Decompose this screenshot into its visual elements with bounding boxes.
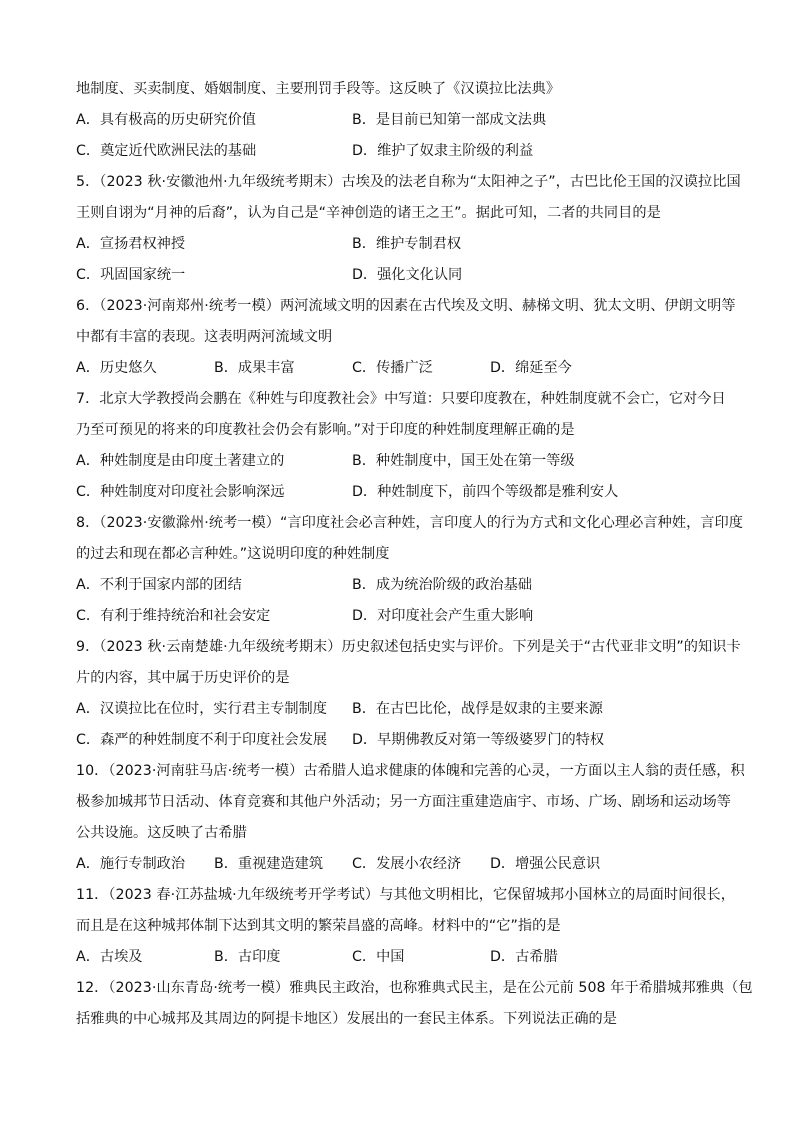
q7-option-d[interactable]: D．种姓制度下，前四个等级都是雅利安人 [352, 484, 619, 500]
q9-option-d[interactable]: D．早期佛教反对第一等级婆罗门的特权 [352, 732, 605, 748]
q8-stem-line-1: 8．（2023·安徽滁州·统考一模）“言印度社会必言种姓，言印度人的行为方式和文化心理必言种姓，言印度 [76, 515, 744, 531]
q4-stem-tail: 地制度、买卖制度、婚姻制度、主要刑罚手段等。这反映了《汉谟拉比法典》 [76, 81, 561, 97]
q9-options-row-1 [76, 694, 726, 725]
q4-option-d[interactable]: D．维护了奴隶主阶级的利益 [352, 143, 534, 159]
q6-option-d[interactable]: D．绵延至今 [490, 360, 572, 376]
q8-options-row-2 [76, 601, 726, 632]
q9-options-row-2 [76, 725, 726, 756]
q11-option-a[interactable]: A．古埃及 [76, 949, 143, 965]
q11-option-d[interactable]: D．古希腊 [490, 949, 558, 965]
q9-option-b[interactable]: B．在古巴比伦，战俘是奴隶的主要来源 [352, 701, 603, 717]
q10-option-d[interactable]: D．增强公民意识 [490, 856, 601, 872]
q10-stem-line-1: 10．（2023·河南驻马店·统考一模）古希腊人追求健康的体魄和完善的心灵，一方面以主人翁的责任感，积 [76, 763, 745, 779]
q9-stem-line-1: 9．（2023 秋·云南楚雄·九年级统考期末）历史叙述包括史实与评价。下列是关于“古代亚非文明”的知识卡 [76, 639, 741, 655]
q4-option-a[interactable]: A．具有极高的历史研究价值 [76, 112, 256, 128]
q6-option-c[interactable]: C．传播广泛 [352, 360, 433, 376]
q8-option-a[interactable]: A．不利于国家内部的团结 [76, 577, 242, 593]
q7-option-c[interactable]: C．种姓制度对印度社会影响深远 [76, 484, 285, 500]
q8-option-c[interactable]: C．有利于维持统治和社会安定 [76, 608, 271, 624]
q4-options-row-2 [76, 136, 726, 167]
question-page [76, 74, 753, 1035]
q6-stem-line-2: 中都有丰富的表现。这表明两河流域文明 [76, 329, 333, 345]
q10-option-c[interactable]: C．发展小农经济 [352, 856, 462, 872]
q9-option-c[interactable]: C．森严的种姓制度不利于印度社会发展 [76, 732, 328, 748]
q5-option-b[interactable]: B．维护专制君权 [352, 236, 462, 252]
q9-stem-line-2: 片的内容，其中属于历史评价的是 [76, 670, 290, 686]
q4-option-b[interactable]: B．是目前已知第一部成文法典 [352, 112, 547, 128]
q6-options-row [76, 353, 726, 384]
q7-options-row-2 [76, 477, 726, 508]
q11-options-row [76, 942, 726, 973]
q7-stem-line-2: 乃至可预见的将来的印度教社会仍会有影响。”对于印度的种姓制度理解正确的是 [76, 422, 575, 438]
q8-stem-line-2: 的过去和现在都必言种姓。”这说明印度的种姓制度 [76, 546, 390, 562]
q8-options-row-1 [76, 570, 726, 601]
q4-options-row-1 [76, 105, 726, 136]
q10-stem-line-3: 公共设施。这反映了古希腊 [76, 825, 247, 841]
q8-option-d[interactable]: D．对印度社会产生重大影响 [352, 608, 534, 624]
q11-option-b[interactable]: B．古印度 [214, 949, 281, 965]
q5-option-a[interactable]: A．宣扬君权神授 [76, 236, 186, 252]
q6-option-b[interactable]: B．成果丰富 [214, 360, 295, 376]
q6-option-a[interactable]: A．历史悠久 [76, 360, 157, 376]
q10-option-a[interactable]: A．施行专制政治 [76, 856, 186, 872]
q11-option-c[interactable]: C．中国 [352, 949, 405, 965]
q5-stem-line-1: 5．（2023 秋·安徽池州·九年级统考期末）古埃及的法老自称为“太阳神之子”，古巴比伦王国的汉谟拉比国 [76, 174, 741, 190]
q5-options-row-1 [76, 229, 726, 260]
q7-option-b[interactable]: B．种姓制度中，国王处在第一等级 [352, 453, 575, 469]
q5-stem-line-2: 王则自诩为“月神的后裔”，认为自己是“辛神创造的诸王之王”。据此可知，二者的共同目的是 [76, 205, 661, 221]
q10-options-row [76, 849, 726, 880]
q5-options-row-2 [76, 260, 726, 291]
q7-stem-line-1: 7．北京大学教授尚会鹏在《种姓与印度教社会》中写道：只要印度教在，种姓制度就不会亡，它对今日 [76, 391, 726, 407]
q9-option-a[interactable]: A．汉谟拉比在位时，实行君主专制制度 [76, 701, 327, 717]
q10-stem-line-2: 极参加城邦节日活动、体育竞赛和其他户外活动；另一方面注重建造庙宇、市场、广场、剧场和运动场等 [76, 794, 731, 810]
q12-stem-line-1: 12．（2023·山东青岛·统考一模）雅典民主政治，也称雅典式民主，是在公元前 508 年于希腊城邦雅典（包 [76, 980, 753, 996]
q10-option-b[interactable]: B．重视建造建筑 [214, 856, 324, 872]
q11-stem-line-2: 而且是在这种城邦体制下达到其文明的繁荣昌盛的高峰。材料中的“它”指的是 [76, 918, 561, 934]
q6-stem-line-1: 6．（2023·河南郑州·统考一模）两河流域文明的因素在古代埃及文明、赫梯文明、犹太文明、伊朗文明等 [76, 298, 736, 314]
q12-stem-line-2: 括雅典的中心城邦及其周边的阿提卡地区）发展出的一套民主体系。下列说法正确的是 [76, 1011, 618, 1027]
q7-option-a[interactable]: A．种姓制度是由印度土著建立的 [76, 453, 285, 469]
q4-option-c[interactable]: C．奠定近代欧洲民法的基础 [76, 143, 257, 159]
q7-options-row-1 [76, 446, 726, 477]
q8-option-b[interactable]: B．成为统治阶级的政治基础 [352, 577, 532, 593]
q11-stem-line-1: 11．（2023 春·江苏盐城·九年级统考开学考试）与其他文明相比，它保留城邦小国林立的局面时间很长， [76, 887, 736, 903]
q5-option-d[interactable]: D．强化文化认同 [352, 267, 463, 283]
q5-option-c[interactable]: C．巩固国家统一 [76, 267, 186, 283]
